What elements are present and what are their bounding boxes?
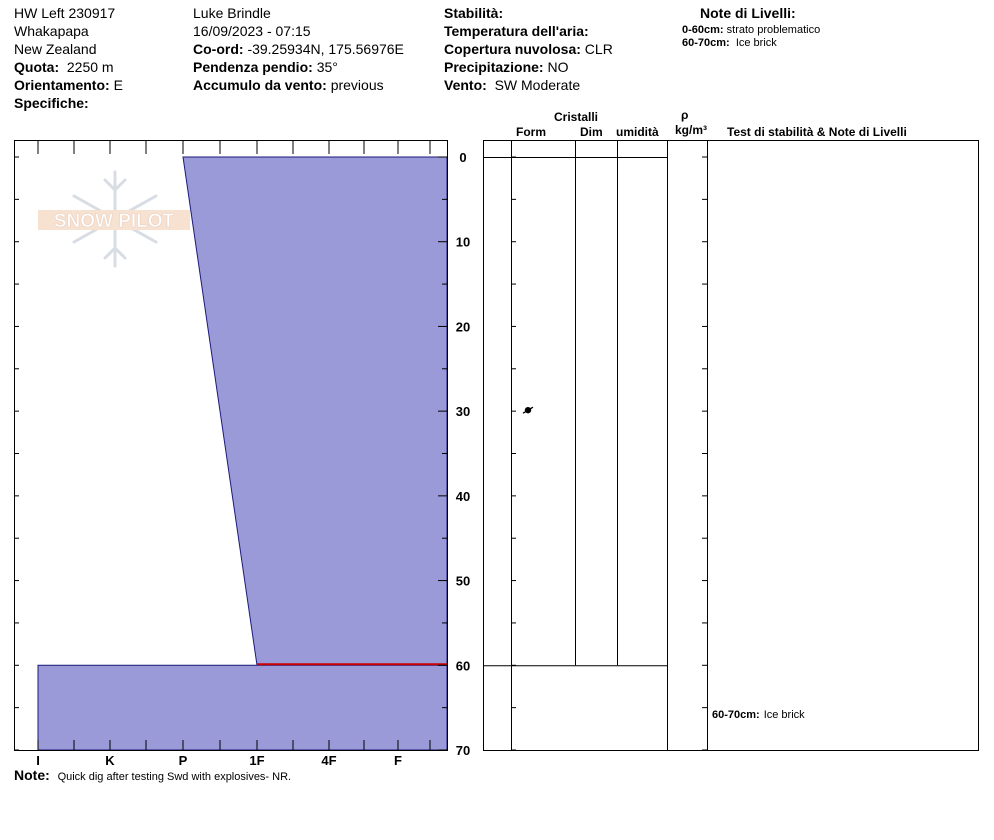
coordinates-label: Co-ord: [193, 41, 244, 57]
watermark-text: SNOW PILOT [53, 211, 175, 232]
layer-note-text: strato problematico [726, 24, 821, 36]
hardness-tick-label: F [394, 753, 402, 768]
wind-label: Vento: [444, 77, 487, 93]
observer-name: Luke Brindle [193, 5, 271, 21]
elevation-label: Quota: [14, 59, 60, 75]
right-note-text: Ice brick [763, 709, 805, 721]
country-name: New Zealand [14, 41, 97, 57]
depth-axis-labels [456, 150, 470, 758]
layer-note-text: Ice brick [735, 37, 777, 49]
area-name: Whakapapa [14, 23, 89, 39]
hardness-tick-label: 1F [249, 753, 265, 768]
precipitation-label: Precipitazione: [444, 59, 544, 75]
hardness-layers [38, 157, 447, 750]
depth-tick-label: 20 [455, 319, 471, 335]
footer-note-text: Quick dig after testing Swd with explosives- NR. [57, 771, 292, 783]
footer-note [14, 766, 291, 784]
coordinates-value: -39.25934N, 175.56976E [247, 41, 404, 57]
slope-label: Pendenza pendio: [193, 59, 313, 75]
snowpilot-watermark [38, 172, 190, 266]
depth-tick-label: 0 [459, 150, 467, 165]
depth-tick-label: 30 [455, 404, 471, 420]
depth-tick-label: 50 [455, 573, 471, 589]
right-layer-note [712, 709, 805, 721]
cloud-cover-value: CLR [584, 41, 613, 57]
depth-tick-label: 60 [455, 658, 471, 674]
moisture-header: umidità [616, 125, 659, 139]
profile-table-frame [484, 141, 979, 751]
hardness-layer [183, 157, 447, 665]
depth-tick-label: 40 [455, 488, 471, 504]
wind-value: SW Moderate [494, 77, 581, 93]
density-symbol-header: ρ [681, 108, 689, 122]
hardness-layer [38, 665, 447, 750]
layer-note-range: 0-60cm: [682, 24, 724, 36]
size-header: Dim [580, 125, 603, 139]
wind-loading-label: Accumulo da vento: [193, 77, 327, 93]
aspect-label: Orientamento: [14, 77, 110, 93]
observation-datetime: 16/09/2023 - 07:15 [193, 23, 311, 39]
layer-notes-title: Note di Livelli: [700, 5, 796, 21]
hardness-tick-label: I [36, 753, 40, 768]
aspect-value: E [113, 77, 123, 93]
depth-tick-label: 10 [455, 234, 471, 250]
site-name: HW Left 230917 [14, 5, 116, 21]
hardness-tick-label: K [105, 753, 115, 768]
grain-form-symbol [523, 407, 533, 413]
precipitation-value: NO [547, 59, 569, 75]
right-note-range: 60-70cm: [712, 709, 760, 721]
footer-note-label: Note: [14, 767, 50, 783]
density-unit-header: kg/m³ [675, 123, 708, 137]
layer-note-range: 60-70cm: [682, 37, 730, 49]
form-header: Form [516, 125, 546, 139]
grain-symbols [523, 407, 533, 413]
wind-loading-value: previous [330, 77, 384, 93]
cloud-cover-label: Copertura nuvolosa: [444, 41, 581, 57]
slope-value: 35° [316, 59, 338, 75]
profile-table-grid [484, 141, 708, 750]
crystals-header: Cristalli [554, 110, 599, 124]
air-temp-label: Temperatura dell'aria: [444, 23, 589, 39]
stability-tests-header: Test di stabilità & Note di Livelli [727, 125, 907, 139]
hardness-tick-label: P [178, 753, 188, 768]
elevation-value: 2250 m [66, 59, 114, 75]
stability-label: Stabilità: [444, 5, 504, 21]
depth-tick-label: 70 [455, 743, 471, 758]
specifics-label: Specifiche: [14, 95, 89, 111]
hardness-tick-label: 4F [321, 753, 337, 768]
